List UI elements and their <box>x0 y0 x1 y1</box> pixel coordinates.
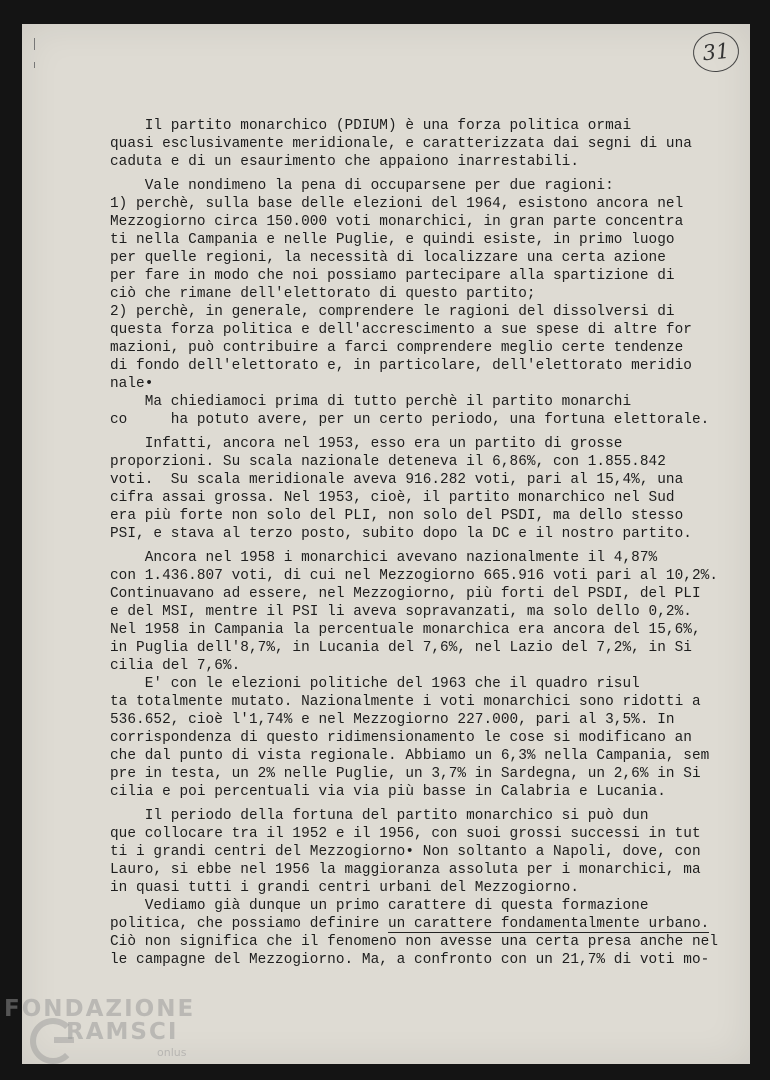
text-line: proporzioni. Su scala nazionale deteneva il 6,86%, con 1.855.842 <box>110 454 666 470</box>
margin-mark <box>34 62 35 68</box>
text-line: Mezzogiorno circa 150.000 voti monarchici, in gran parte concentra <box>110 214 684 230</box>
text-line: Nel 1958 in Campania la percentuale monarchica era ancora del 15,6%, <box>110 622 701 638</box>
text-line: corrispondenza di questo ridimensionamento le cose si modificano an <box>110 730 692 746</box>
text-line: ti nella Campania e nelle Puglie, e quindi esiste, in primo luogo <box>110 232 675 248</box>
text-line: 1) perchè, sulla base delle elezioni del 1964, esistono ancora nel <box>110 196 684 212</box>
text-line: Lauro, si ebbe nel 1956 la maggioranza assoluta per i monarchici, ma <box>110 862 701 878</box>
text-line: cilia e poi percentuali via via più basse in Calabria e Lucania. <box>110 784 666 800</box>
margin-mark <box>34 38 35 50</box>
text-line: cifra assai grossa. Nel 1953, cioè, il partito monarchico nel Sud <box>110 490 675 506</box>
text-line: Vale nondimeno la pena di occuparsene per due ragioni: <box>110 178 614 194</box>
text-line: cilia del 7,6%. <box>110 658 241 674</box>
underlined-phrase: un carattere fondamentalmente urbano. <box>387 916 710 932</box>
text-line: caduta e di un esaurimento che appaiono inarrestabili. <box>110 154 580 170</box>
text-line: per fare in modo che noi possiamo partecipare alla spartizione di <box>110 268 675 284</box>
text-line: in quasi tutti i grandi centri urbani del Mezzogiorno. <box>110 880 580 896</box>
text-line: era più forte non solo del PLI, non solo del PSDI, ma dello stesso <box>110 508 684 524</box>
text-line: le campagne del Mezzogiorno. Ma, a confronto con un 21,7% di voti mo- <box>110 952 710 968</box>
text-line: in Puglia dell'8,7%, in Lucania del 7,6%, nel Lazio del 7,2%, in Si <box>110 640 692 656</box>
text-line: per quelle regioni, la necessità di localizzare una certa azione <box>110 250 666 266</box>
text-line: Vediamo già dunque un primo carattere di questa formazione <box>110 898 649 914</box>
page-number: 31 <box>691 30 741 75</box>
text-line: Il partito monarchico (PDIUM) è una forza politica ormai <box>110 118 632 134</box>
text-line: quasi esclusivamente meridionale, e caratterizzata dai segni di una <box>110 136 692 152</box>
text-line: che dal punto di vista regionale. Abbiamo un 6,3% nella Campania, sem <box>110 748 710 764</box>
text-line: Infatti, ancora nel 1953, esso era un partito di grosse <box>110 436 623 452</box>
text-line-start: politica, che possiamo definire <box>110 916 388 932</box>
text-line: mazioni, può contribuire a farci comprendere meglio certe tendenze <box>110 340 684 356</box>
text-line: Ancora nel 1958 i monarchici avevano nazionalmente il 4,87% <box>110 550 658 566</box>
text-line <box>110 916 709 932</box>
text-line: nale• <box>110 376 154 392</box>
text-line: co ha potuto avere, per un certo periodo, una fortuna elettorale. <box>110 412 710 428</box>
watermark-fondazione: FONDAZIONE <box>4 996 196 1022</box>
text-line: PSI, e stava al terzo posto, subito dopo la DC e il nostro partito. <box>110 526 692 542</box>
watermark-onlus: onlus <box>157 1046 187 1059</box>
text-line: 536.652, cioè l'1,74% e nel Mezzogiorno 227.000, pari al 3,5%. In <box>110 712 675 728</box>
text-line: voti. Su scala meridionale aveva 916.282 voti, pari al 15,4%, una <box>110 472 684 488</box>
text-line: di fondo dell'elettorato e, in particolare, dell'elettorato meridio <box>110 358 692 374</box>
text-line: e del MSI, mentre il PSI li aveva sopravanzati, ma solo dello 0,2%. <box>110 604 692 620</box>
text-line: que collocare tra il 1952 e il 1956, con suoi grossi successi in tut <box>110 826 701 842</box>
text-line: 2) perchè, in generale, comprendere le ragioni del dissolversi di <box>110 304 675 320</box>
text-line: ti i grandi centri del Mezzogiorno• Non soltanto a Napoli, dove, con <box>110 844 701 860</box>
watermark-gramsci: RAMSCI <box>66 1019 179 1045</box>
text-line: con 1.436.807 voti, di cui nel Mezzogiorno 665.916 voti pari al 10,2%. <box>110 568 719 584</box>
text-line: E' con le elezioni politiche del 1963 che il quadro risul <box>110 676 640 692</box>
text-line: ta totalmente mutato. Nazionalmente i voti monarchici sono ridotti a <box>110 694 701 710</box>
text-line: Ciò non significa che il fenomeno non avesse una certa presa anche nel <box>110 934 719 950</box>
text-line: Ma chiediamoci prima di tutto perchè il partito monarchi <box>110 394 632 410</box>
text-line: Continuavano ad essere, nel Mezzogiorno, più forti del PSDI, del PLI <box>110 586 701 602</box>
text-line: questa forza politica e dell'accrescimento a sue spese di altre for <box>110 322 692 338</box>
text-line: pre in testa, un 2% nelle Puglie, un 3,7% in Sardegna, un 2,6% in Si <box>110 766 701 782</box>
text-line: Il periodo della fortuna del partito monarchico si può dun <box>110 808 649 824</box>
text-line: ciò che rimane dell'elettorato di questo partito; <box>110 286 536 302</box>
